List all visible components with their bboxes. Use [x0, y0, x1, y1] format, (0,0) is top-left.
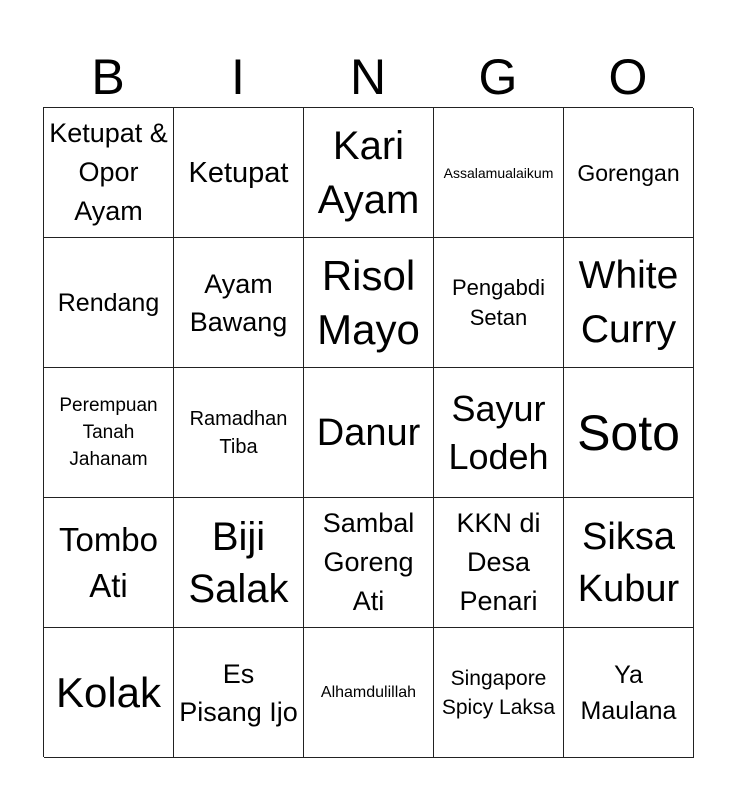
bingo-cell[interactable] [564, 368, 694, 498]
cell-text: KKN di Desa Penari [456, 508, 541, 616]
bingo-cell[interactable] [174, 368, 304, 498]
bingo-cell[interactable] [434, 628, 564, 758]
header-letter-g: G [478, 49, 518, 105]
bingo-cell[interactable] [304, 498, 434, 628]
cell-text: Siksa Kubur [577, 515, 680, 610]
header-letter-o: O [608, 49, 648, 105]
bingo-board [43, 107, 693, 757]
bingo-cell[interactable] [564, 498, 694, 628]
bingo-cell[interactable] [44, 108, 174, 238]
header-letter-b: B [91, 49, 125, 105]
bingo-cell[interactable] [174, 628, 304, 758]
bingo-cell[interactable] [564, 238, 694, 368]
cell-text: Rendang [57, 288, 160, 317]
bingo-cell[interactable] [434, 108, 564, 238]
cell-text: Pengabdi Setan [452, 274, 545, 330]
bingo-cell[interactable] [44, 628, 174, 758]
cell-text: Danur [316, 411, 421, 454]
bingo-cell[interactable] [304, 368, 434, 498]
cell-text: Singapore Spicy Laksa [441, 666, 556, 719]
cell-text: Ramadhan Tiba [189, 407, 288, 458]
bingo-header [43, 48, 693, 106]
bingo-cell[interactable] [174, 238, 304, 368]
header-letter-i: I [231, 49, 245, 105]
cell-text: Sayur Lodeh [448, 387, 549, 477]
cell-text: Biji Salak [188, 514, 289, 611]
cell-text: White Curry [578, 253, 679, 351]
bingo-cell[interactable] [174, 498, 304, 628]
bingo-cell[interactable] [44, 498, 174, 628]
bingo-cell[interactable] [434, 238, 564, 368]
cell-text: Gorengan [577, 159, 680, 186]
cell-text: Ayam Bawang [189, 268, 288, 337]
cell-text: Ya Maulana [580, 660, 677, 725]
cell-text: Tombo Ati [58, 520, 159, 604]
cell-text: Soto [577, 404, 680, 461]
cell-text: Perempuan Tanah Jahanam [59, 395, 158, 470]
cell-text: Sambal Goreng Ati [322, 508, 415, 616]
bingo-cell[interactable] [434, 368, 564, 498]
header-letter-n: N [349, 49, 387, 105]
bingo-cell[interactable] [44, 238, 174, 368]
cell-text: Kari Ayam [317, 123, 420, 222]
bingo-cell[interactable] [304, 628, 434, 758]
cell-text: Ketupat & Opor Ayam [49, 118, 168, 226]
cell-text: Es Pisang Ijo [179, 658, 298, 727]
cell-text: Ketupat [188, 156, 289, 189]
bingo-cell[interactable] [434, 498, 564, 628]
bingo-cell[interactable] [304, 108, 434, 238]
bingo-cell[interactable] [174, 108, 304, 238]
bingo-cell[interactable] [564, 108, 694, 238]
cell-text: Assalamualaikum [443, 164, 554, 181]
cell-text: Alhamdulillah [320, 683, 417, 701]
bingo-cell[interactable] [44, 368, 174, 498]
cell-text: Risol Mayo [317, 251, 420, 353]
bingo-cell[interactable] [304, 238, 434, 368]
bingo-cell[interactable] [564, 628, 694, 758]
cell-text: Kolak [55, 668, 162, 716]
